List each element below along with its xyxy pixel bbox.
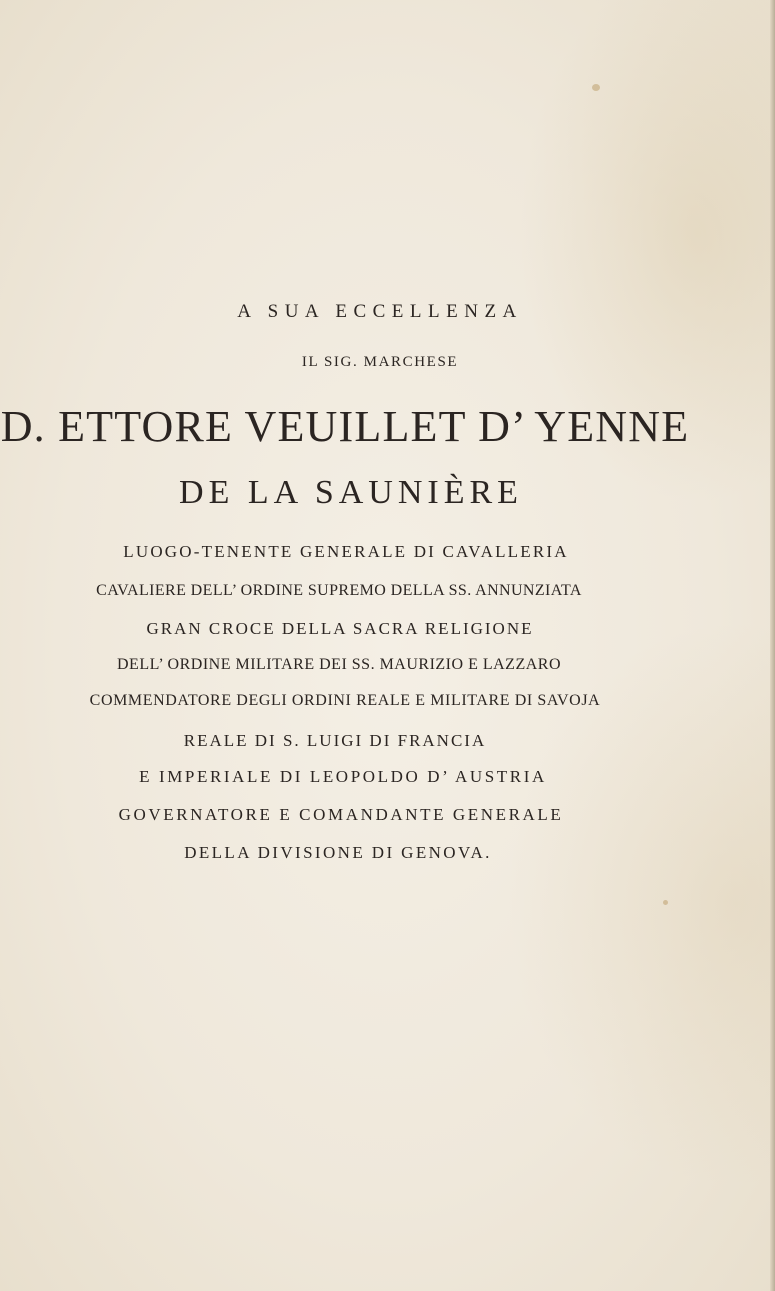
title-line: REALE DI S. LUIGI DI FRANCIA <box>183 731 487 750</box>
title-line: CAVALIERE DELL’ ORDINE SUPREMO DELLA SS. ANNUNZIATA <box>96 582 582 599</box>
title-line: DELL’ ORDINE MILITARE DEI SS. MAURIZIO E LAZZARO <box>116 656 561 673</box>
dedication-salutation: A SUA ECCELLENZA <box>237 301 523 322</box>
title-line: COMMENDATORE DEGLI ORDINI REALE E MILITARE DI SAVOJA <box>89 692 601 709</box>
title-line: DELLA DIVISIONE DI GENOVA. <box>184 843 492 862</box>
title-line: GRAN CROCE DELLA SACRA RELIGIONE <box>146 619 534 638</box>
paper-speck <box>592 84 600 91</box>
title-line: LUOGO-TENENTE GENERALE DI CAVALLERIA <box>123 542 569 561</box>
paper-speck <box>663 900 668 905</box>
page-edge <box>770 0 775 1291</box>
title-line: GOVERNATORE E COMANDANTE GENERALE <box>118 805 564 824</box>
dedicatee-name-suffix: DE LA SAUNIÈRE <box>179 474 523 511</box>
title-line: E IMPERIALE DI LEOPOLDO D’ AUSTRIA <box>139 767 547 786</box>
dedication-rank: IL SIG. MARCHESE <box>301 354 459 370</box>
dedicatee-name: D. ETTORE VEUILLET D’ YENNE <box>0 402 690 451</box>
